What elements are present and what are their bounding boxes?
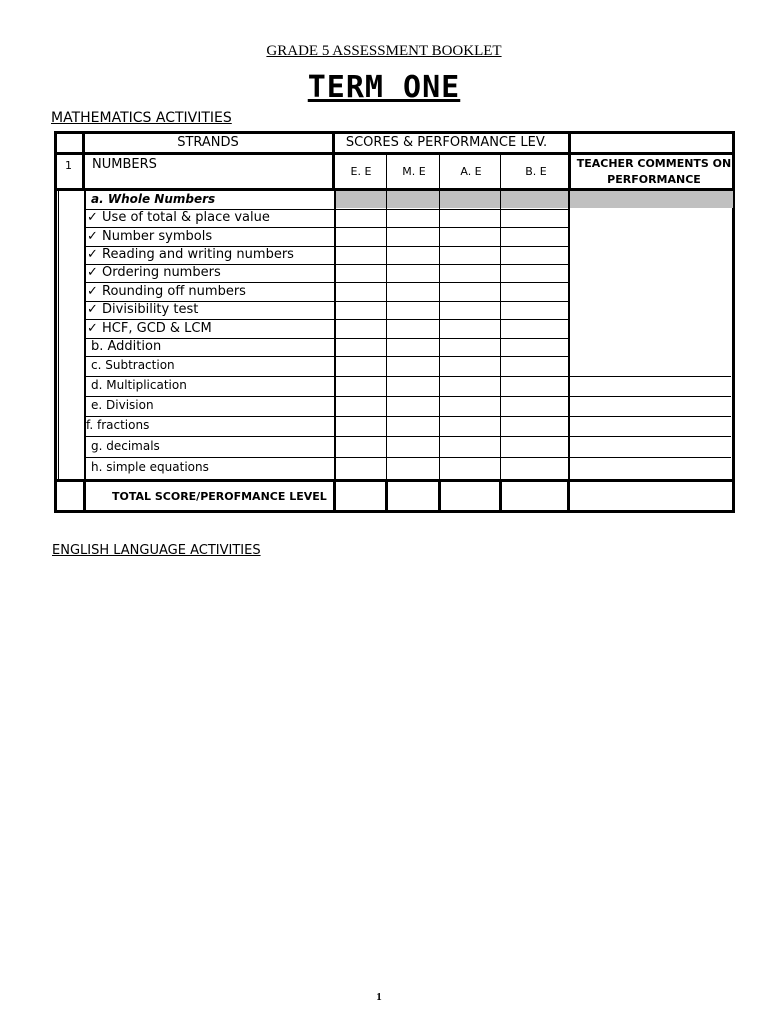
table-row-label: ✓ Number symbols <box>87 228 213 244</box>
column-divider <box>500 190 501 479</box>
row-divider <box>84 457 731 458</box>
column-divider <box>84 190 86 479</box>
total-column-divider <box>499 481 502 511</box>
total-column-divider <box>333 481 336 511</box>
column-divider <box>58 190 59 479</box>
table-row-label: g. decimals <box>91 438 160 453</box>
table-header-divider <box>54 152 735 155</box>
row-divider <box>84 356 568 357</box>
scores-header: SCORES & PERFORMANCE LEV. <box>345 135 548 150</box>
table-row-label: b. Addition <box>91 339 162 354</box>
row-divider <box>84 416 731 417</box>
table-row-label: ✓ Ordering numbers <box>87 265 221 280</box>
booklet-title: GRADE 5 ASSESSMENT BOOKLET <box>266 43 502 59</box>
table-row-label: c. Subtraction <box>91 358 175 372</box>
column-divider <box>334 190 336 479</box>
total-row-divider <box>54 479 735 482</box>
row-divider <box>84 436 731 437</box>
table-row-label: f. fractions <box>86 418 150 432</box>
table-row-label: h. simple equations <box>91 460 209 474</box>
math-section-heading: MATHEMATICS ACTIVITIES <box>51 110 232 126</box>
total-score-label: TOTAL SCORE/PEROFMANCE LEVEL <box>112 490 327 503</box>
row-divider <box>84 396 731 397</box>
total-column-divider <box>438 481 441 511</box>
strands-header: STRANDS <box>177 135 239 150</box>
table-row-label: d. Multiplication <box>91 378 187 392</box>
total-column-divider <box>385 481 388 511</box>
table-row-label: ✓ HCF, GCD & LCM <box>87 320 212 336</box>
column-divider <box>439 190 440 479</box>
level-be-header: B. E <box>525 165 547 178</box>
total-column-divider <box>83 481 86 511</box>
total-column-divider <box>567 481 570 511</box>
table-row-label: ✓ Rounding off numbers <box>87 283 246 299</box>
level-ee-header: E. E <box>350 165 372 178</box>
table-row-label: ✓ Reading and writing numbers <box>87 247 294 262</box>
shaded-band <box>334 191 733 208</box>
table-row-label: ✓ Use of total & place value <box>87 210 270 225</box>
strand-name: NUMBERS <box>92 157 157 172</box>
english-section-heading: ENGLISH LANGUAGE ACTIVITIES <box>52 543 261 558</box>
row-divider <box>84 376 731 377</box>
column-divider <box>386 190 387 479</box>
table-row-label: e. Division <box>91 398 154 412</box>
teacher-comments-header: TEACHER COMMENTS ON PERFORMANCE <box>576 157 732 186</box>
col-divider-scores <box>568 131 571 190</box>
level-ae-header: A. E <box>460 165 482 178</box>
page-number: 1 <box>376 991 382 1003</box>
term-title: TERM ONE <box>307 70 461 105</box>
table-row-label: ✓ Divisibility test <box>87 302 199 317</box>
level-me-header: M. E <box>402 165 426 178</box>
table-row-label: a. Whole Numbers <box>91 192 216 206</box>
column-divider <box>568 190 570 479</box>
strand-number: 1 <box>65 159 72 172</box>
